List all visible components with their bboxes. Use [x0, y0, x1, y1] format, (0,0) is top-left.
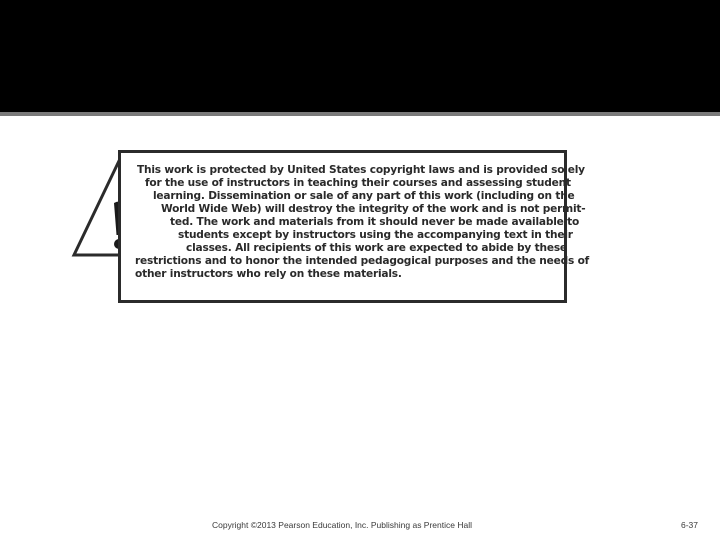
page-number: 6-37	[680, 520, 698, 530]
notice-line-2: for the use of instructors in teaching their courses and assessing student	[145, 177, 571, 189]
notice-line-1: This work is protected by United States copyright laws and is provided solely	[137, 164, 585, 176]
notice-line-9: other instructors who rely on these materials.	[135, 268, 402, 280]
notice-line-6: students except by instructors using the accompanying text in their	[178, 229, 573, 241]
notice-line-5: ted. The work and materials from it should never be made available to	[170, 216, 580, 228]
footer-copyright: Copyright ©2013 Pearson Education, Inc. Publishing as Prentice Hall	[212, 520, 472, 530]
title-band-divider	[0, 112, 720, 116]
notice-line-8: restrictions and to honor the intended pedagogical purposes and the needs of	[135, 255, 590, 267]
notice-box	[118, 150, 590, 303]
copyright-notice	[68, 145, 590, 310]
notice-line-3: learning. Dissemination or sale of any part of this work (including on the	[153, 190, 575, 202]
notice-line-4: World Wide Web) will destroy the integrity of the work and is not permit-	[161, 203, 586, 215]
title-band	[0, 0, 720, 112]
notice-line-7: classes. All recipients of this work are expected to abide by these	[186, 242, 567, 254]
